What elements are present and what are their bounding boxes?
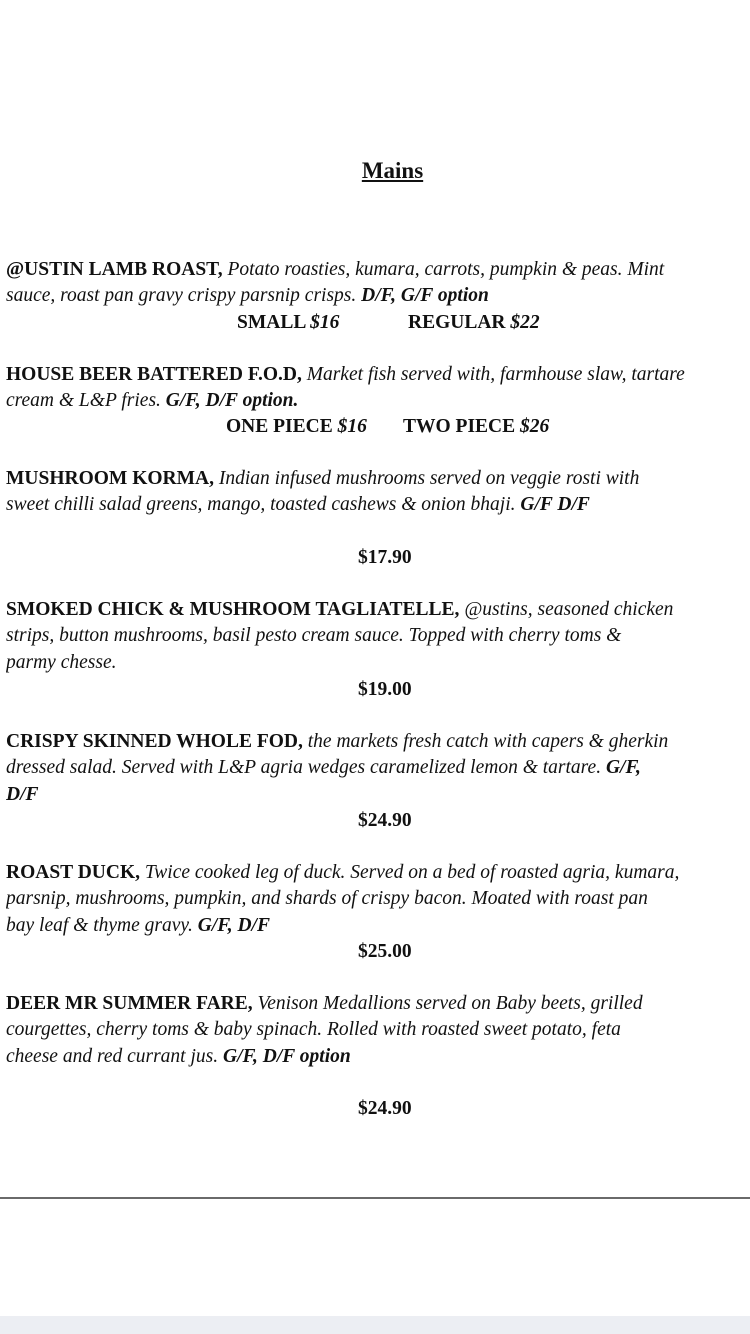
menu-item-lamb-roast xyxy=(6,257,750,310)
price-label: SMALL xyxy=(237,312,311,333)
item-text: cream & L&P fries. xyxy=(6,390,166,412)
item-name: ROAST DUCK, xyxy=(6,862,145,883)
description-line xyxy=(6,1017,750,1043)
description-line xyxy=(6,466,750,492)
price-option xyxy=(226,414,367,440)
description-line xyxy=(6,362,750,388)
item-text: D/F, G/F option xyxy=(361,285,489,307)
price-roast-duck: $25.00 xyxy=(358,941,412,962)
price-whole-fod: $24.90 xyxy=(358,810,412,831)
item-text: Market fish served with, farmhouse slaw, tartare xyxy=(306,364,685,385)
item-name: @USTIN LAMB ROAST, xyxy=(6,259,228,280)
item-text: bay leaf & thyme gravy. xyxy=(6,914,198,936)
price-amount: $26 xyxy=(520,416,550,437)
price-label: REGULAR xyxy=(408,312,511,333)
item-text: Venison Medallions served on Baby beets, grilled xyxy=(257,993,643,1014)
description-line xyxy=(6,650,750,676)
description-line xyxy=(6,729,750,755)
item-text: dressed salad. Served with L&P agria wedges caramelized lemon & tartare. xyxy=(6,757,606,779)
item-text: D/F xyxy=(6,783,39,805)
menu-item-chicken-tagliatelle xyxy=(6,597,750,676)
item-text: parsnip, mushrooms, pumpkin, and shards of crispy bacon. Moated with roast pan xyxy=(6,888,648,910)
item-text: Potato roasties, kumara, carrots, pumpkin & peas. Mint xyxy=(227,259,665,280)
description-line xyxy=(6,1044,750,1070)
price-row-beer-battered-fod xyxy=(0,414,750,440)
description-line xyxy=(6,860,750,886)
item-name: HOUSE BEER BATTERED F.O.D, xyxy=(6,364,307,385)
item-text: G/F D/F xyxy=(520,494,590,516)
description-line xyxy=(6,597,750,623)
price-option xyxy=(403,414,549,440)
description-line xyxy=(6,755,750,781)
price-deer-summer-fare: $24.90 xyxy=(358,1098,412,1119)
menu-item-mushroom-korma xyxy=(6,466,750,519)
description-line xyxy=(6,913,750,939)
price-mushroom-korma: $17.90 xyxy=(358,547,412,568)
menu-item-whole-fod xyxy=(6,729,750,808)
item-text: sauce, roast pan gravy crispy parsnip crisps. xyxy=(6,285,362,307)
price-label: ONE PIECE xyxy=(226,416,338,437)
price-amount: $16 xyxy=(310,312,340,333)
description-line xyxy=(6,886,750,912)
menu-item-roast-duck xyxy=(6,860,750,939)
description-line xyxy=(6,991,750,1017)
page-title: Mains xyxy=(361,158,424,183)
price-chicken-tagliatelle: $19.00 xyxy=(358,679,412,700)
price-option xyxy=(237,310,339,336)
item-text: courgettes, cherry toms & baby spinach. Rolled with roasted sweet potato, feta xyxy=(6,1019,621,1041)
page-divider xyxy=(0,1197,750,1199)
item-name: MUSHROOM KORMA, xyxy=(6,468,219,489)
item-text: parmy chesse. xyxy=(6,651,117,673)
description-line xyxy=(6,623,750,649)
price-amount: $22 xyxy=(510,312,540,333)
item-text: G/F, D/F option xyxy=(223,1045,351,1067)
price-option xyxy=(408,310,540,336)
item-text: cheese and red currant jus. xyxy=(6,1045,223,1067)
item-text: strips, button mushrooms, basil pesto cream sauce. Topped with cherry toms & xyxy=(6,625,622,647)
description-line xyxy=(6,492,750,518)
price-row-lamb-roast xyxy=(0,310,750,336)
description-line xyxy=(6,283,750,309)
price-amount: $16 xyxy=(337,416,367,437)
item-text: the markets fresh catch with capers & gherkin xyxy=(307,731,669,752)
menu-item-deer-summer-fare xyxy=(6,991,750,1070)
price-label: TWO PIECE xyxy=(403,416,521,437)
item-text: G/F, xyxy=(605,757,641,779)
bottom-band xyxy=(0,1316,750,1334)
item-text: G/F, D/F xyxy=(197,914,270,936)
item-name: DEER MR SUMMER FARE, xyxy=(6,993,258,1014)
description-line xyxy=(6,257,750,283)
item-name: SMOKED CHICK & MUSHROOM TAGLIATELLE, xyxy=(6,599,465,620)
description-line xyxy=(6,782,750,808)
item-text: Twice cooked leg of duck. Served on a bed of roasted agria, kumara, xyxy=(144,862,680,883)
item-text: G/F, D/F option. xyxy=(165,390,299,412)
description-line xyxy=(6,388,750,414)
item-text: Indian infused mushrooms served on veggie rosti with xyxy=(218,468,640,489)
menu-item-beer-battered-fod xyxy=(6,362,750,415)
item-text: @ustins, seasoned chicken xyxy=(464,599,674,620)
item-name: CRISPY SKINNED WHOLE FOD, xyxy=(6,731,308,752)
item-text: sweet chilli salad greens, mango, toasted cashews & onion bhaji. xyxy=(6,494,521,516)
